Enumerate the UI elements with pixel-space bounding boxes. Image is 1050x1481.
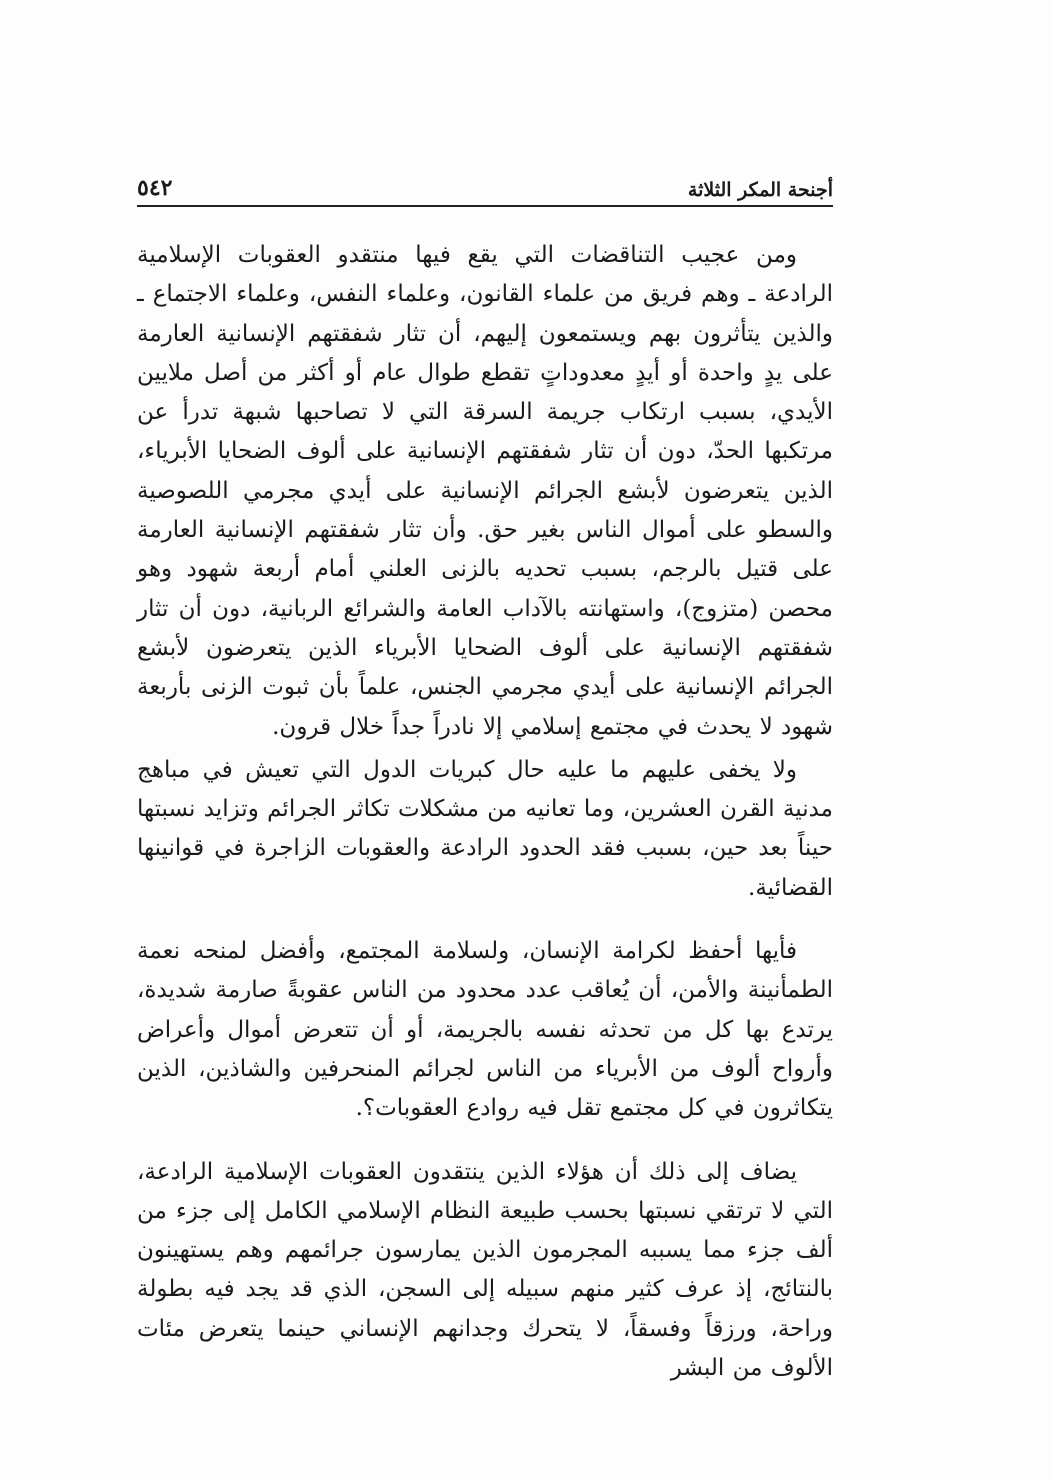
paragraph-gap	[137, 1129, 833, 1153]
running-title: أجنحة المكر الثلاثة	[687, 179, 833, 201]
paragraph-3: فأيها أحفظ لكرامة الإنسان، ولسلامة المجتمع، وأفضل لمنحه نعمة الطمأنينة والأمن، أن يُعاقب عدد محدود من الناس عقوبةً صارمة شديدة، يرتدع بها كل من تحدثه نفسه بالجريمة، أو أن تتعرض أموال وأعراض وأرواح ألوف من الأبرياء من الناس لجرائم المنحرفين والشاذين، الذين يتكاثرون في كل مجتمع تقل فيه روادع العقوبات؟.	[137, 938, 833, 1122]
page-body	[137, 236, 833, 1388]
paragraph-4: يضاف إلى ذلك أن هؤلاء الذين ينتقدون العقوبات الإسلامية الرادعة، التي لا ترتقي نسبتها بحسب طبيعة النظام الإسلامي الكامل إلى جزء من ألف جزء مما يسببه المجرمون الذين يمارسون جرائمهم وهم يستهينون بالنتائج، إذ عرف كثير منهم سبيله إلى السجن، الذي قد يجد فيه بطولة وراحة، ورزقاً وفسقاً، لا يتحرك وجدانهم الإنساني حينما يتعرض مئات الألوف من البشر	[137, 1158, 833, 1382]
paragraph-1: ومن عجيب التناقضات التي يقع فيها منتقدو العقوبات الإسلامية الرادعة ـ وهم فريق من علماء القانون، وعلماء النفس، وعلماء الاجتماع ـ والذين يتأثرون بهم ويستمعون إليهم، أن تثار شفقتهم الإنسانية العارمة على يدٍ واحدة أو أيدٍ معدوداتٍ تقطع طوال عام أو أكثر من أصل ملايين الأيدي، بسبب ارتكاب جريمة السرقة التي لا تصاحبها شبهة تدرأ عن مرتكبها الحدّ، دون أن تثار شفقتهم الإنسانية على ألوف الضحايا الأبرياء، الذين يتعرضون لأبشع الجرائم الإنسانية على أيدي مجرمي اللصوصية والسطو على أموال الناس بغير حق. وأن تثار شفقتهم الإنسانية العارمة على قتيل بالرجم، بسبب تحديه بالزنى العلني أمام أربعة شهود وهو محصن (متزوج)، واستهانته بالآداب العامة والشرائع الربانية، دون أن تثار شفقتهم الإنسانية على ألوف الضحايا الأبرياء الذين يتعرضون لأبشع الجرائم الإنسانية على أيدي مجرمي الجنس، علماً بأن ثبوت الزنى بأربعة شهود لا يحدث في مجتمع إسلامي إلا نادراً جداً خلال قرون.	[137, 242, 833, 740]
page-header	[137, 165, 833, 207]
page-number: ٥٤٢	[137, 175, 173, 201]
paragraph-gap	[137, 908, 833, 932]
paragraph-2: ولا يخفى عليهم ما عليه حال كبريات الدول التي تعيش في مباهج مدنية القرن العشرين، وما تعانيه من مشكلات تكاثر الجرائم وتزايد نسبتها حيناً بعد حين، بسبب فقد الحدود الرادعة والعقوبات الزاجرة في قوانينها القضائية.	[137, 756, 833, 901]
